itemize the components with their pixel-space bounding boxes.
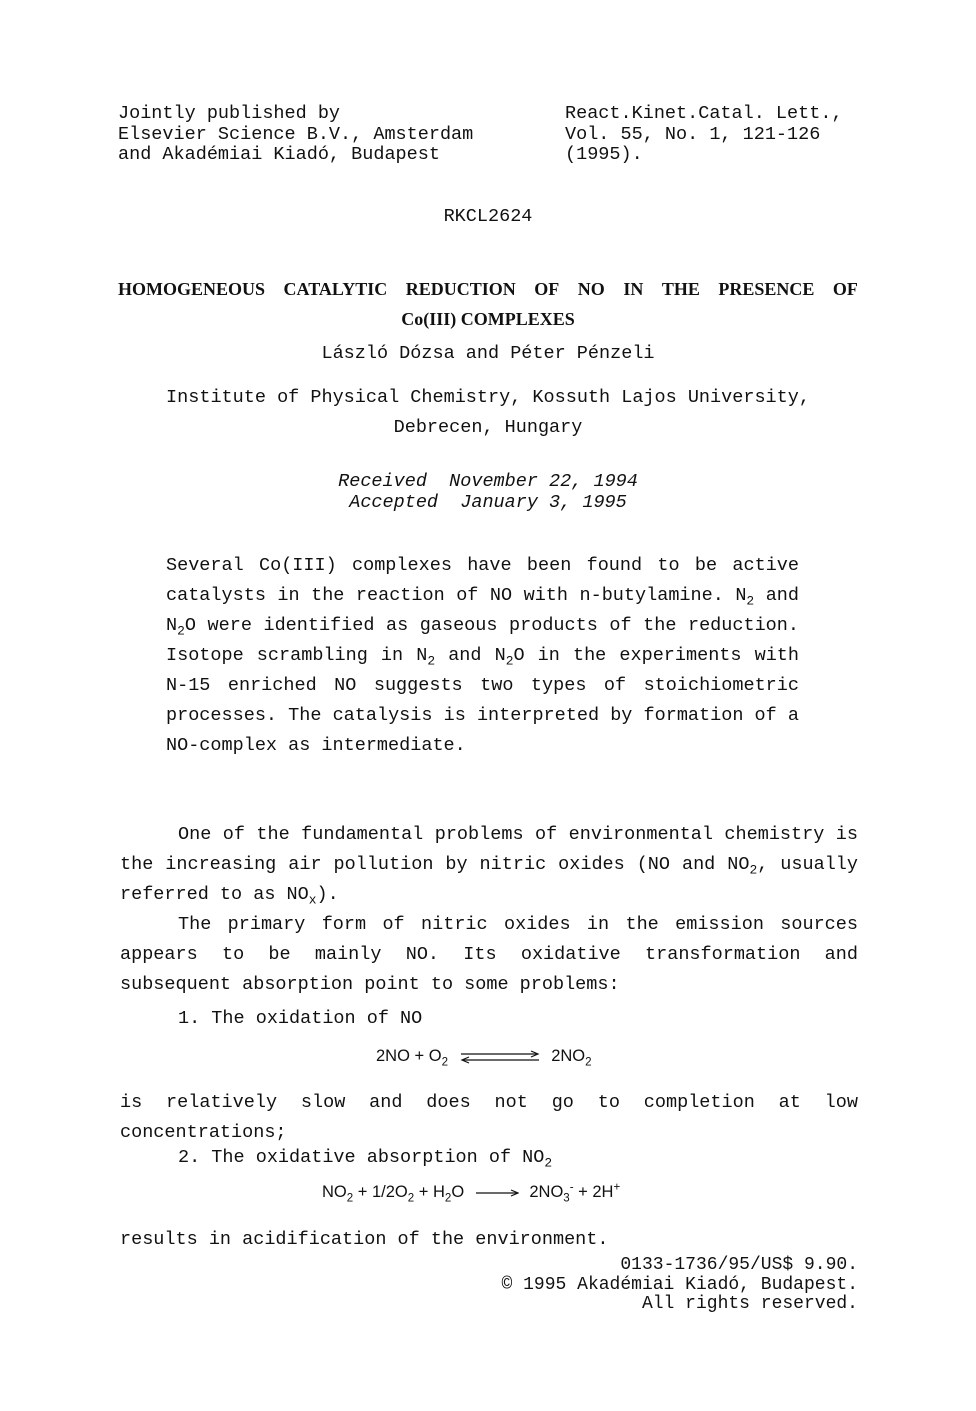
equation-absorption	[322, 1181, 621, 1205]
citation-line: Vol. 55, No. 1, 121-126	[565, 123, 821, 145]
title-word: PRESENCE	[718, 279, 815, 299]
affiliation-line: Institute of Physical Chemistry, Kossuth Lajos University,	[166, 387, 810, 408]
equation-term: 2NO	[529, 1183, 564, 1201]
received-date: Received November 22, 1994	[338, 471, 638, 492]
copyright-block	[502, 1256, 858, 1315]
list-item-2	[178, 1147, 553, 1171]
publisher-block	[118, 104, 473, 166]
accepted-date: Accepted January 3, 1995	[349, 491, 627, 513]
subscript: 2	[505, 653, 514, 669]
reaction-arrow-icon	[475, 1188, 519, 1198]
authors: László Dózsa and Péter Pénzeli	[321, 343, 655, 364]
publisher-line: Elsevier Science B.V., Amsterdam	[118, 123, 474, 145]
body-text: One of the fundamental problems of environmental chemistry is the increasing air pollution by nitric oxides (NO and NO	[120, 824, 858, 875]
title-word: THE	[661, 279, 700, 299]
title-word: HOMOGENEOUS	[118, 279, 266, 299]
superscript: +	[613, 1181, 621, 1194]
abstract	[166, 551, 799, 761]
subscript: 2	[749, 862, 758, 878]
equation-term: + 1/2O	[353, 1183, 408, 1201]
title-word: CATALYTIC	[283, 279, 388, 299]
abstract-text: and N	[166, 585, 799, 636]
citation-line: (1995).	[565, 144, 643, 165]
body-text: , usually referred to as NO	[120, 854, 858, 905]
equation-term: + H	[414, 1183, 445, 1201]
equation-term: 2NO + O	[376, 1047, 442, 1065]
abstract-text: and N	[448, 645, 506, 666]
subscript: x	[308, 892, 317, 908]
equilibrium-arrow-icon	[459, 1050, 541, 1064]
equation-term: NO	[322, 1183, 347, 1201]
citation-block	[565, 104, 843, 166]
subscript: 3	[563, 1192, 570, 1205]
subscript: 2	[441, 1056, 448, 1069]
abstract-text: O were identified as gaseous products of the reduction. Isotope scrambling in N	[166, 615, 799, 666]
subscript: 2	[427, 653, 436, 669]
publisher-line: and Akadémiai Kiadó, Budapest	[118, 144, 440, 165]
subscript: 2	[346, 1192, 354, 1205]
citation-line: React.Kinet.Catal. Lett.,	[565, 103, 843, 124]
body-text: ).	[316, 884, 339, 905]
affiliation-line: Debrecen, Hungary	[393, 417, 583, 438]
equation-term: + 2H	[573, 1183, 614, 1201]
body-text: 2. The oxidative absorption of NO	[178, 1147, 545, 1168]
equation-oxidation	[376, 1047, 592, 1069]
title-word: OF	[534, 279, 560, 299]
paper-title	[118, 274, 858, 334]
subscript: 2	[746, 593, 755, 609]
equation-term: O	[451, 1183, 465, 1201]
subscript: 2	[407, 1192, 415, 1205]
body-paragraph-2: The primary form of nitric oxides in the emission sources appears to be mainly NO. Its oxidative transformation and subsequent absorption point to some problems:	[120, 914, 858, 995]
superscript: -	[569, 1181, 574, 1194]
title-word: IN	[623, 279, 644, 299]
title-line-2: Co(III) COMPLEXES	[401, 309, 575, 329]
title-word: REDUCTION	[405, 279, 516, 299]
abstract-text: O in the experiments with N-15 enriched NO suggests two types of stoichiometric processes. The catalysis is interpreted by formation of a NO-complex as intermediate.	[166, 645, 800, 756]
body-paragraph-1	[120, 820, 858, 910]
subscript: 2	[544, 1155, 553, 1171]
price-code: 0133-1736/95/US$ 9.90.	[620, 1255, 858, 1275]
list-item-1: 1. The oxidation of NO	[178, 1008, 423, 1029]
title-word: OF	[832, 279, 858, 299]
copyright-line: © 1995 Akadémiai Kiadó, Budapest.	[501, 1274, 858, 1295]
abstract-text: Several Co(III) complexes have been found to be active catalysts in the reaction of NO with n-butylamine. N	[166, 555, 799, 606]
body-paragraph-3: is relatively slow and does not go to completion at low concentrations;	[120, 1092, 858, 1143]
publisher-line: Jointly published by	[118, 103, 341, 124]
title-line-1	[118, 274, 858, 304]
subscript: 2	[177, 623, 185, 639]
body-paragraph-4: results in acidification of the environment.	[120, 1229, 609, 1250]
article-code: RKCL2624	[443, 206, 533, 227]
title-word: NO	[577, 279, 605, 299]
rights-line: All rights reserved.	[641, 1294, 858, 1314]
affiliation	[0, 383, 976, 443]
equation-term: 2NO	[551, 1047, 586, 1065]
dates	[0, 472, 976, 513]
subscript: 2	[444, 1192, 452, 1205]
subscript: 2	[585, 1056, 592, 1069]
